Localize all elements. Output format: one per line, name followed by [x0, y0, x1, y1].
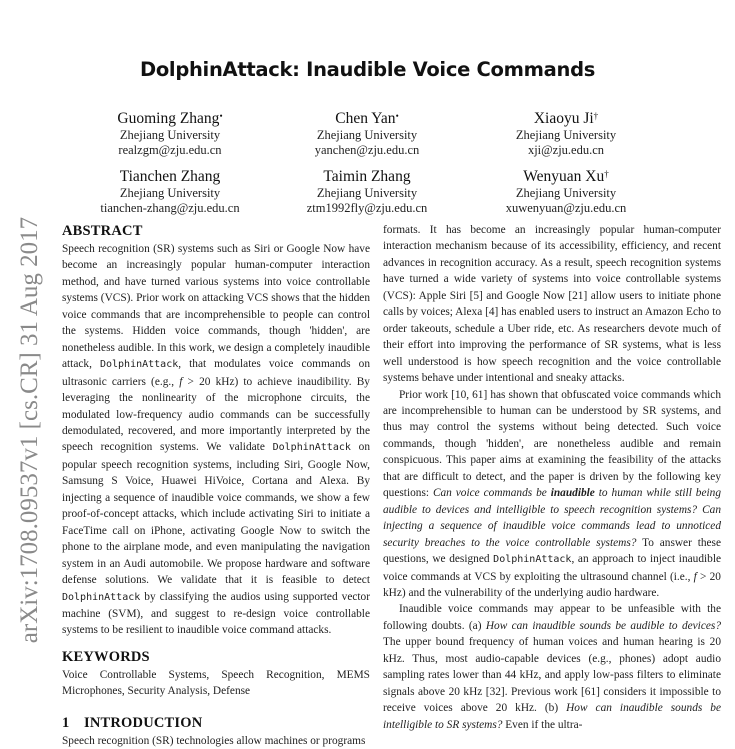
right-column: [383, 222, 722, 731]
keywords-text: Voice Controllable Systems, Speech Recognition, MEMS Microphones, Security Analysis, Defense: [62, 668, 370, 698]
author-block: [466, 109, 666, 158]
author-block: [267, 167, 467, 216]
code-dolphinattack: DolphinAttack: [493, 554, 572, 566]
left-column: [62, 222, 370, 747]
author-mark: •: [395, 111, 399, 121]
introduction-heading: 1 INTRODUCTION: [62, 714, 203, 731]
intro-paragraph: Inaudible voice commands may appear to be unfeasible with the following doubts. (a) How can inaudible sounds be audible to devices? The upper bound frequency of human voices and human hearing is 20 kHz. Thus, most audio-capable devices (e.g., phones) adopt audio sampling rates lower than 44 kHz, and apply low-pass filters to eliminate signals above 20 kHz [32]. Previous work [61] considers it impossible to receive voices above 20 kHz. (b) How can inaudible sounds be intelligible to SR systems? Even if the ultra-: [383, 603, 721, 731]
author-block: [267, 109, 467, 158]
author-affiliation: Zhejiang University: [119, 128, 221, 142]
author-name: Taimin Zhang: [323, 168, 411, 185]
author-block: [70, 109, 270, 158]
author-name: Xiaoyu Ji†: [533, 110, 599, 127]
author-affiliation: Zhejiang University: [515, 186, 617, 200]
author-email[interactable]: yanchen@zju.edu.cn: [314, 143, 420, 157]
author-name: Chen Yan•: [335, 110, 399, 127]
intro-paragraph: Prior work [10, 61] has shown that obfuscated voice commands which are incomprehensible to human can be understood by SR systems, and thus may control the systems without being detected. Such voice commands, though 'hidden', are nonetheless audible and remain conspicuous. This paper aims at examining the feasibility of the attacks that are difficult to detect, and the paper is driven by the following key questions: Can voice commands be inaudible to human while still being audible to devices and intelligible to speech recognition systems? Can injecting a sequence of inaudible voice commands lead to unnoticed security breaches to the voice controllable systems? To answer these questions, we designed DolphinAttack, an approach to inject inaudible voice commands at VCS by exploiting the ultrasound channel (i.e., f > 20 kHz) and the vulnerability of the underlying audio hardware.: [383, 388, 722, 599]
author-affiliation: Zhejiang University: [119, 186, 221, 200]
author-email[interactable]: xuwenyuan@zju.edu.cn: [505, 201, 627, 215]
code-dolphinattack: DolphinAttack: [272, 442, 351, 454]
abstract-text: Speech recognition (SR) systems such as Siri or Google Now have become an increasingly popular human-computer interaction method, and have turned various systems into voice controllable systems (VCS). Prior work on attacking VCS shows that the hidden voice commands that are incomprehensible to people can control the systems. Hidden voice commands, though 'hidden', are nonetheless audible. In this work, we design a completely inaudible attack, DolphinAttack, that modulates voice commands on ultrasonic carriers (e.g., f > 20 kHz) to achieve inaudibility. By leveraging the nonlinearity of the microphone circuits, the modulated low-frequency audio commands can be successfully demodulated, recovered, and more importantly interpreted by the speech recognition systems. We validate DolphinAttack on popular speech recognition systems, including Siri, Google Now, Samsung S Voice, Huawei HiVoice, Cortana and Alexa. By injecting a sequence of inaudible voice commands, we show a few proof-of-concept attacks, which include activating Siri to initiate a FaceTime call on iPhone, activating Google Now to switch the phone to the airplane mode, and even manipulating the navigation system in an Audi automobile. We propose hardware and software defense solutions. We validate that it is feasible to detect DolphinAttack by classifying the audios using supported vector machine (SVM), and suggest to re-design voice controllable systems to be resilient to inaudible voice command attacks.: [62, 243, 370, 637]
author-email[interactable]: realzgm@zju.edu.cn: [118, 143, 222, 157]
author-affiliation: Zhejiang University: [316, 186, 418, 200]
intro-paragraph: formats. It has become an increasingly popular human-computer interaction mechanism because of its accessibility, efficiency, and recent advances in recognition accuracy. As a result, speech recognition systems have turned a wide variety of systems into voice controllable systems (VCS): Apple Siri [5] and Google Now [21] allow users to initiate phone calls by voices; Alexa [4] has enabled users to instruct an Amazon Echo to order takeouts, schedule a Uber ride, etc. As researchers devote much of their effort into improving the performance of SR systems, what is less well understood is how speech recognition and the voice controllable systems behave under intentional and sneaky attacks.: [383, 224, 722, 385]
keywords-heading: KEYWORDS: [62, 648, 150, 665]
author-block: [466, 167, 666, 216]
author-email[interactable]: tianchen-zhang@zju.edu.cn: [100, 201, 240, 215]
author-affiliation: Zhejiang University: [316, 128, 418, 142]
author-email[interactable]: xji@zju.edu.cn: [527, 143, 605, 157]
author-email[interactable]: ztm1992fly@zju.edu.cn: [306, 201, 428, 215]
code-dolphinattack: DolphinAttack: [62, 591, 141, 603]
introduction-text: Speech recognition (SR) technologies allow machines or programs: [62, 734, 366, 747]
author-block: [70, 167, 270, 216]
section-number: 1: [62, 714, 70, 731]
author-name: Tianchen Zhang: [119, 168, 221, 185]
code-dolphinattack: DolphinAttack: [99, 359, 179, 371]
author-name: Guoming Zhang•: [117, 110, 223, 127]
paper-title: DolphinAttack: Inaudible Voice Commands: [139, 58, 596, 81]
author-mark: †: [593, 111, 599, 121]
author-name: Wenyuan Xu†: [523, 168, 609, 185]
author-mark: †: [604, 169, 609, 179]
abstract-heading: ABSTRACT: [62, 223, 143, 239]
arxiv-stamp: arXiv:1708.09537v1 [cs.CR] 31 Aug 2017: [16, 216, 43, 644]
author-affiliation: Zhejiang University: [515, 128, 617, 142]
author-mark: •: [219, 111, 223, 121]
